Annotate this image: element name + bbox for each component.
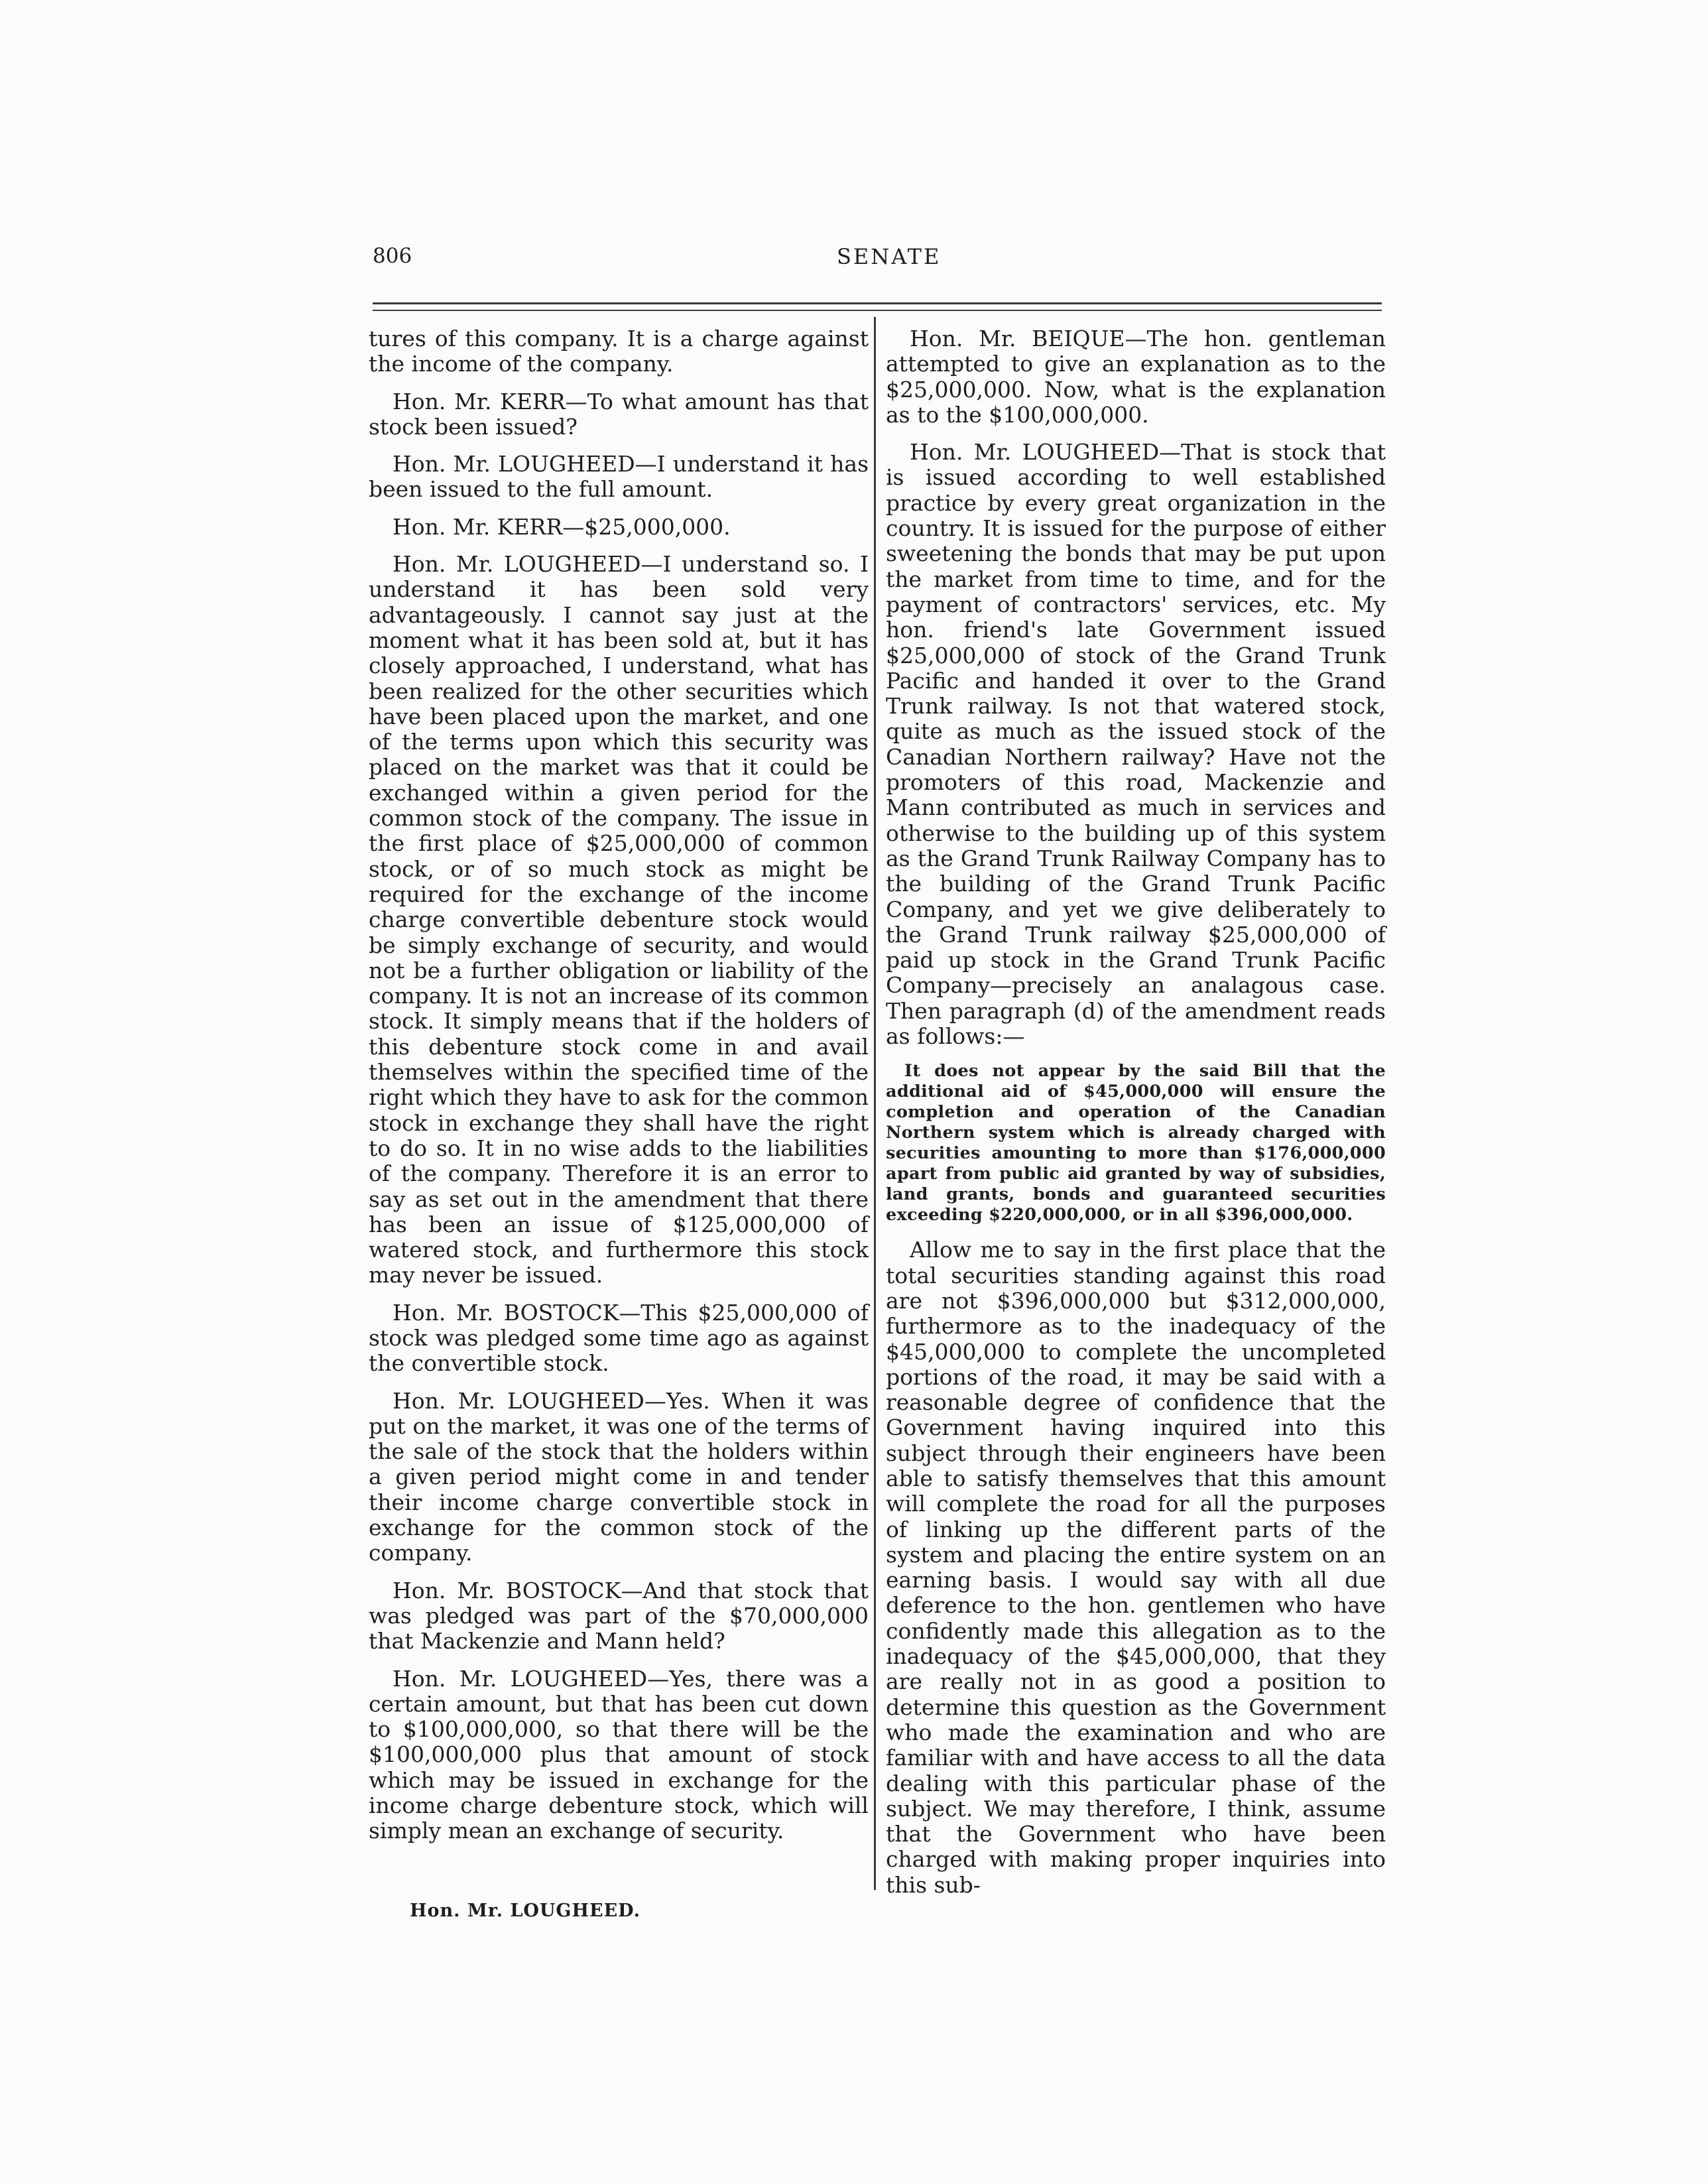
- paragraph: [369, 515, 869, 540]
- header-rule-top: [373, 302, 1382, 304]
- quoted-amendment: It does not appear by the said Bill that the additional aid of $45,000,000 will ensure the completion and operation of the Canadian Northern system which is already charged with securities amounting to more than $176,000,000 apart from public aid granted by way of subsidies, land grants, bonds and guaranteed securities exceeding $220,000,000, or in all $396,000,000.: [886, 1061, 1386, 1225]
- speaker-name: Hon. Mr. LOUGHEED: [910, 439, 1160, 466]
- speech-text: —And that stock that was pledged was part of the $70,000,000 that Mackenzie and Mann held?: [369, 1577, 869, 1654]
- speaker-name: Hon. Mr. KERR: [393, 513, 563, 540]
- speech-text: —That is stock that is issued according to well established practice by every great organization in the country. It is issued for the purpose of either sweetening the bonds that may be put upon the market from time to time, and for the payment of contractors' services, etc. My hon. friend's late Government issued $25,000,000 of stock of the Grand Trunk Pacific and handed it over to the Grand Trunk railway. Is not that watered stock, quite as much as the issued stock of the Canadian Northern railway? Have not the promoters of this road, Mackenzie and Mann contributed as much in services and otherwise to the building up of this system as the Grand Trunk Railway Company has to the building of the Grand Trunk Pacific Company, and yet we give deliberately to the Grand Trunk railway $25,000,000 of paid up stock in the Grand Trunk Pacific Company—precisely an analagous case. Then paragraph (d) of the amendment reads as follows:—: [886, 439, 1386, 1050]
- speaker-name: Hon. Mr. KERR: [393, 388, 566, 414]
- paragraph: [886, 440, 1386, 1049]
- paragraph: [369, 1300, 869, 1377]
- speech-text: —Yes, there was a certain amount, but that has been cut down to $100,000,000, so that there will be the $100,000,000 plus that amount of stock which may be issued in exchange for the income charge debenture stock, which will simply mean an exchange of security.: [369, 1665, 869, 1844]
- speech-text: —The hon. gentleman attempted to give an explanation as to the $25,000,000. Now, what is the explanation as to the $100,000,000.: [886, 326, 1386, 428]
- speaker-name: Hon. Mr. LOUGHEED: [393, 451, 635, 477]
- speech-text: —I understand it has been issued to the full amount.: [369, 451, 869, 503]
- speaker-name: Hon. Mr. LOUGHEED: [393, 551, 641, 578]
- speaker-name: Hon. Mr. LOUGHEED: [393, 1387, 644, 1414]
- paragraph: [369, 1578, 869, 1654]
- paragraph: [369, 326, 869, 377]
- paragraph: [369, 452, 869, 503]
- speech-text: tures of this company. It is a charge against the income of the company.: [369, 326, 869, 377]
- column-divider: [874, 317, 876, 1890]
- left-column: [369, 326, 869, 1856]
- speech-text: —$25,000,000.: [562, 513, 731, 540]
- speaker-name: Hon. Mr. BOSTOCK: [393, 1299, 619, 1326]
- paragraph: [369, 389, 869, 440]
- paragraph: Allow me to say in the first place that the total securities standing against this road are not $396,000,000 but $312,000,000, furthermore as to the inadequacy of the $45,000,000 to complete the uncompleted portions of the road, it may be said with a reasonable degree of confidence that the Government having inquired into this subject through their engineers have been able to satisfy themselves that this amount will complete the road for all the purposes of linking up the different parts of the system and placing the entire system on an earning basis. I would say with all due deference to the hon. gentlemen who have confidently made this allegation as to the inadequacy of the $45,000,000, that they are really not in as good a position to determine this question as the Government who made the examination and who are familiar with and have access to all the data dealing with this particular phase of the subject. We may therefore, I think, assume that the Government who have been charged with making proper inquiries into this sub-: [886, 1237, 1386, 1898]
- header-rule-bottom: [373, 310, 1382, 311]
- speech-text: —To what amount has that stock been issued?: [369, 388, 869, 440]
- speech-text: —Yes. When it was put on the market, it was one of the terms of the sale of the stock that the holders within a given period might come in and tender their income charge convertible stock in exchange for the common stock of the company.: [369, 1387, 869, 1566]
- right-column: [886, 326, 1386, 1910]
- speaker-name: Hon. Mr. LOUGHEED: [393, 1665, 648, 1692]
- page-number: 806: [373, 244, 412, 268]
- page-footer: Hon. Mr. LOUGHEED.: [410, 1901, 641, 1921]
- speaker-name: Hon. Mr. BOSTOCK: [393, 1577, 621, 1603]
- paragraph: [369, 1389, 869, 1566]
- paragraph: [369, 552, 869, 1288]
- paragraph: [369, 1666, 869, 1844]
- speech-text: —This $25,000,000 of stock was pledged some time ago as against the convertible stock.: [369, 1299, 869, 1377]
- paragraph: [886, 326, 1386, 428]
- speaker-name: Hon. Mr. BEIQUE: [910, 326, 1125, 351]
- speech-text: —I understand so. I understand it has been sold very advantageously. I cannot say just at the moment what it has been sold at, but it has closely approached, I understand, what has been realized for the other securities which have been placed upon the market, and one of the terms upon which this security was placed on the market was that it could be exchanged within a given period for the common stock of the company. The issue in the first place of $25,000,000 of common stock, or of so much stock as might be required for the exchange of the income charge convertible debenture stock would be simply exchange of security, and would not be a further obligation or liability of the company. It is not an increase of its common stock. It simply means that if the holders of this debenture stock come in and avail themselves within the specified time of the right which they have to ask for the common stock in exchange they shall have the right to do so. It in no wise adds to the liabilities of the company. Therefore it is an error to say as set out in the amendment that there has been an issue of $125,000,000 of watered stock, and furthermore this stock may never be issued.: [369, 551, 869, 1288]
- running-head: SENATE: [837, 244, 942, 269]
